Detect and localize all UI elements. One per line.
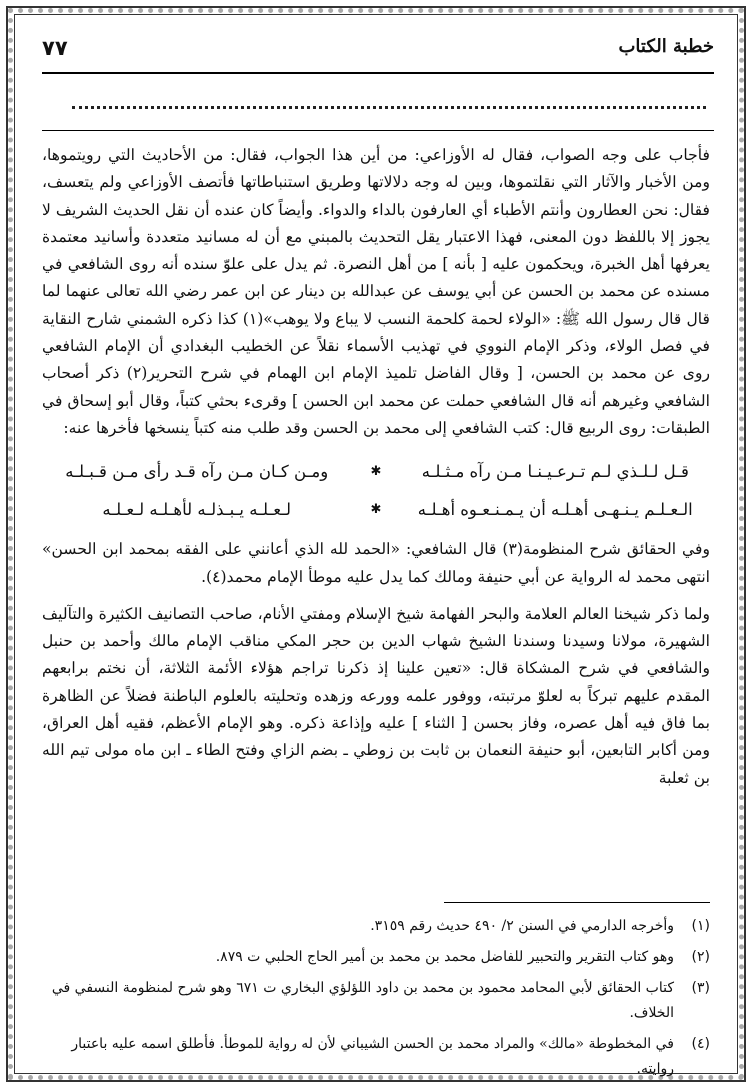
paragraph-3: ولما ذكر شيخنا العالم العلامة والبحر الفهامة شيخ الإسلام ومفتي الأنام، صاحب التصانيف الكثيرة والتآليف الشهيرة، مولانا وسيدنا وسندنا الشيخ شهاب الدين بن حجر المكي مناقب الإمام مالك وأحمد بن حنبل والشافعي في شرح المشكاة قال: «تعين علينا إذ ذكرنا تراجم هؤلاء الأئمة الثلاثة، أن نختم برابعهم المقدم عليهم تبركاً به لعلوّ مرتبته، ووفور علمه وورعه وزهده وتحليته بالعلوم الباطنة فضلاً عن الظاهرة بما فاق فيه أهل عصره، وفاز بحسن [ الثناء ] عليه وإذاعة ذكره. وهو الإمام الأعظم، فقيه أهل العراق، ومن أكابر التابعين، أبو حنيفة النعمان بن ثابت بن زوطي ـ بضم الزاي وفتح الطاء ـ ابن ماه مولى تيم الله بن ثعلبة [42, 604, 710, 787]
footnote-item [42, 914, 710, 939]
footnote-text: في المخطوطة «مالك» والمراد محمد بن الحسن الشيباني لأن له رواية للموطأ. فأطلق اسمه عليه باعتبار روايته. [71, 1036, 674, 1077]
verse-line [42, 490, 710, 528]
footnote-text: كتاب الحقائق لأبي المحامد محمود بن محمد بن داود اللؤلؤي البخاري ت ٦٧١ وهو شرح لمنظومة النسفي في الخلاف. [51, 980, 674, 1021]
paragraph-1: فأجاب على وجه الصواب، فقال له الأوزاعي: من أين هذا الجواب، فقال: من الأحاديث التي رويتموها، ومن الأخبار والآثار التي نقلتموها، وبين له وجه دلالاتها وطريق استنباطاتها فأتصف الأوزاعي ولم يتعسف، فقال: نحن العطارون وأنتم الأطباء أي العارفون بالداء والدواء. وأيضاً كان عنده أن نقل الحديث الشريف لا يجوز إلا باللفظ دون المعنى، فهذا الاعتبار يقل التحديث بالمبني مع أن له مسانيد متعددة وأسانيد معتمدة يعرفها أهل الخبرة، ويحكمون عليه [ بأنه ] من أهل النصرة. ثم يدل على علوّ سنده أنه روى الشافعي في مسنده عن محمد بن الحسن عن أبي يوسف عن عبدالله بن دينار عن ابن عمر رضي الله تعالى عنهما لما قال قال رسول الله ﷺ: «الولاء لحمة كلحمة النسب لا يباع ولا يوهب»(١) كذا ذكره الشمني شارح النقاية في فصل الولاء، وذكر الإمام النووي في تهذيب الأسماء نقلاً عن الخطيب البغدادي أن الإمام الشافعي روى عن محمد بن الحسن، [ وقال الفاضل تلميذ الإمام ابن الهمام في شرح التحرير(٢) ذكر أصحاب الشافعي وغيرهم أنه قال الشافعي حملت عن محمد ابن الحسن ] وقرىء بحثي كتباً، وقال أبو إسحاق في الطبقات: روى الربيع قال: كتب الشافعي إلى محمد بن الحسن وقد طلب منه كتباً ينسخها فأخرها عنه: [42, 146, 711, 437]
footnote-number: (٣) [691, 980, 710, 996]
footnote-number: (٤) [691, 1036, 710, 1052]
dotted-separator [72, 106, 706, 109]
verse-left-hemistich: ومـن كـان مـن رآه قـد رأى مـن قـبـلـه [65, 461, 329, 481]
page-header [42, 32, 714, 74]
verse-right-hemistich: الـعـلـم يـنـهـى أهـلـه أن يـمـنـعـوه أهـلـه [417, 499, 693, 519]
chapter-title: خطبة الكتاب [618, 36, 714, 57]
footnote-item [42, 945, 710, 970]
footnote-item [42, 976, 710, 1026]
poem-verses [42, 452, 710, 528]
footnote-text: وأخرجه الدارمي في السنن ٢/ ٤٩٠ حديث رقم ٣١٥٩. [370, 918, 674, 934]
footnote-number: (٢) [691, 949, 710, 965]
verse-separator-star: ✱ [370, 501, 382, 517]
paragraph-2: وفي الحقائق شرح المنظومة(٣) قال الشافعي: «الحمد لله الذي أعانني على الفقه بمحمد ابن الحسن» انتهى محمد له الرواية عن أبي حنيفة ومالك كما يدل عليه موطأ الإمام محمد(٤). [42, 540, 710, 586]
footnote-text: وهو كتاب التقرير والتحبير للفاضل محمد بن محمد بن أمير الحاج الحلبي ت ٨٧٩. [215, 949, 674, 965]
footnote-item [42, 1032, 710, 1082]
footnote-number: (١) [691, 918, 710, 934]
footnote-rule [444, 902, 710, 903]
verse-separator-star: ✱ [370, 463, 382, 479]
verse-right-hemistich: قـل لـلـذي لـم تـرعـيـنـا مـن رآه مـثـلـه [421, 461, 689, 481]
verse-left-hemistich: لـعـلـه يـبـذلـه لأهـلـه لـعـلـه [102, 499, 292, 519]
verse-line [42, 452, 710, 490]
main-text [42, 142, 710, 792]
footnotes [42, 914, 710, 1088]
header-rule [42, 130, 714, 131]
page-number: ٧٧ [42, 36, 68, 60]
